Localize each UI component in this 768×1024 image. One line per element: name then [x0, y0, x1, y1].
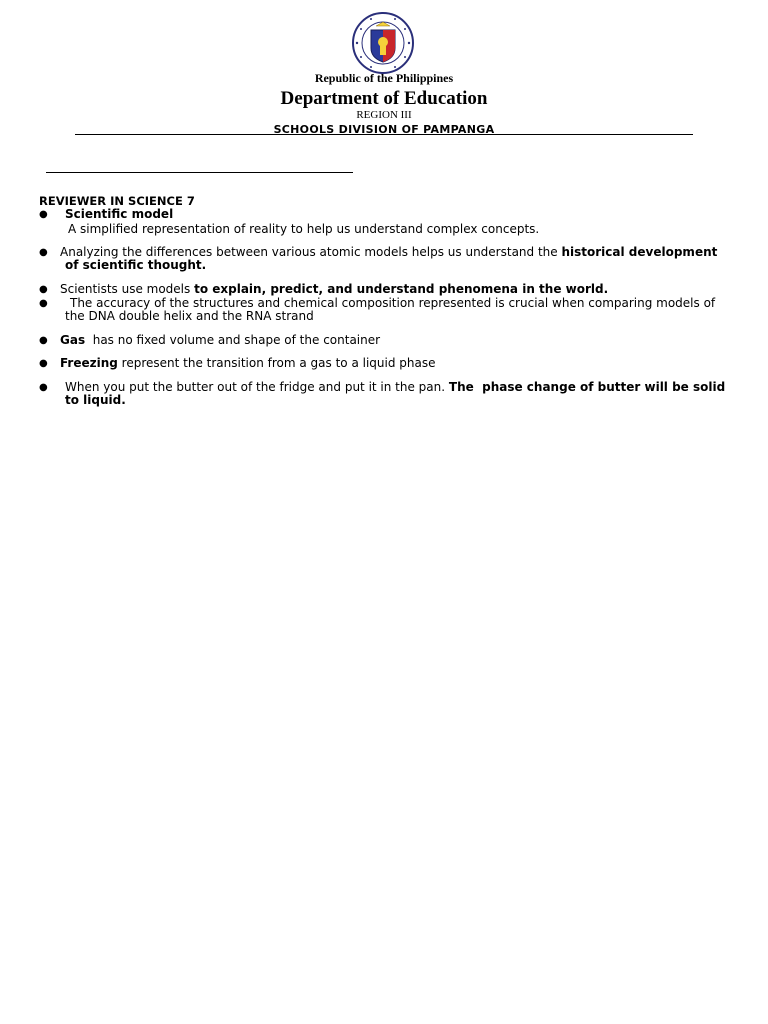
item-text: Gas has no fixed volume and shape of the container — [60, 333, 381, 347]
item-text: Freezing represent the transition from a gas to a liquid phase — [60, 356, 436, 370]
bullet-icon: ● — [39, 335, 48, 346]
header-divider — [75, 134, 693, 135]
republic-label: Republic of the Philippines — [314, 71, 454, 85]
bullet-icon: ● — [39, 284, 48, 295]
department-title: Department of Education — [280, 88, 488, 109]
bullet-icon: ● — [39, 298, 48, 309]
bullet-icon: ● — [39, 247, 48, 258]
region-label: REGION III — [356, 109, 412, 121]
item-text: When you put the butter out of the fridge and put it in the pan. The phase change of butter will be solid to liquid. — [65, 380, 730, 407]
item-text — [65, 208, 733, 221]
document-title: REVIEWER IN SCIENCE 7 — [39, 194, 195, 208]
item-text: Scientists use models to explain, predict, and understand phenomena in the world. — [60, 282, 609, 296]
bullet-icon: ● — [39, 382, 48, 393]
item-term: Scientific model — [65, 207, 174, 221]
deped-seal-logo — [347, 12, 419, 74]
bullet-icon: ● — [39, 358, 48, 369]
item-text: Analyzing the differences between various atomic models helps us understand the historical development of scientific thought. — [60, 245, 718, 272]
name-blank-line — [46, 172, 353, 173]
item-text: The accuracy of the structures and chemical composition represented is crucial when comparing models of the DNA double helix and the RNA strand — [65, 296, 716, 323]
division-label: SCHOOLS DIVISION OF PAMPANGA — [273, 123, 495, 136]
bullet-icon: ● — [39, 209, 48, 220]
item-text: A simplified representation of reality to help us understand complex concepts. — [68, 222, 540, 236]
